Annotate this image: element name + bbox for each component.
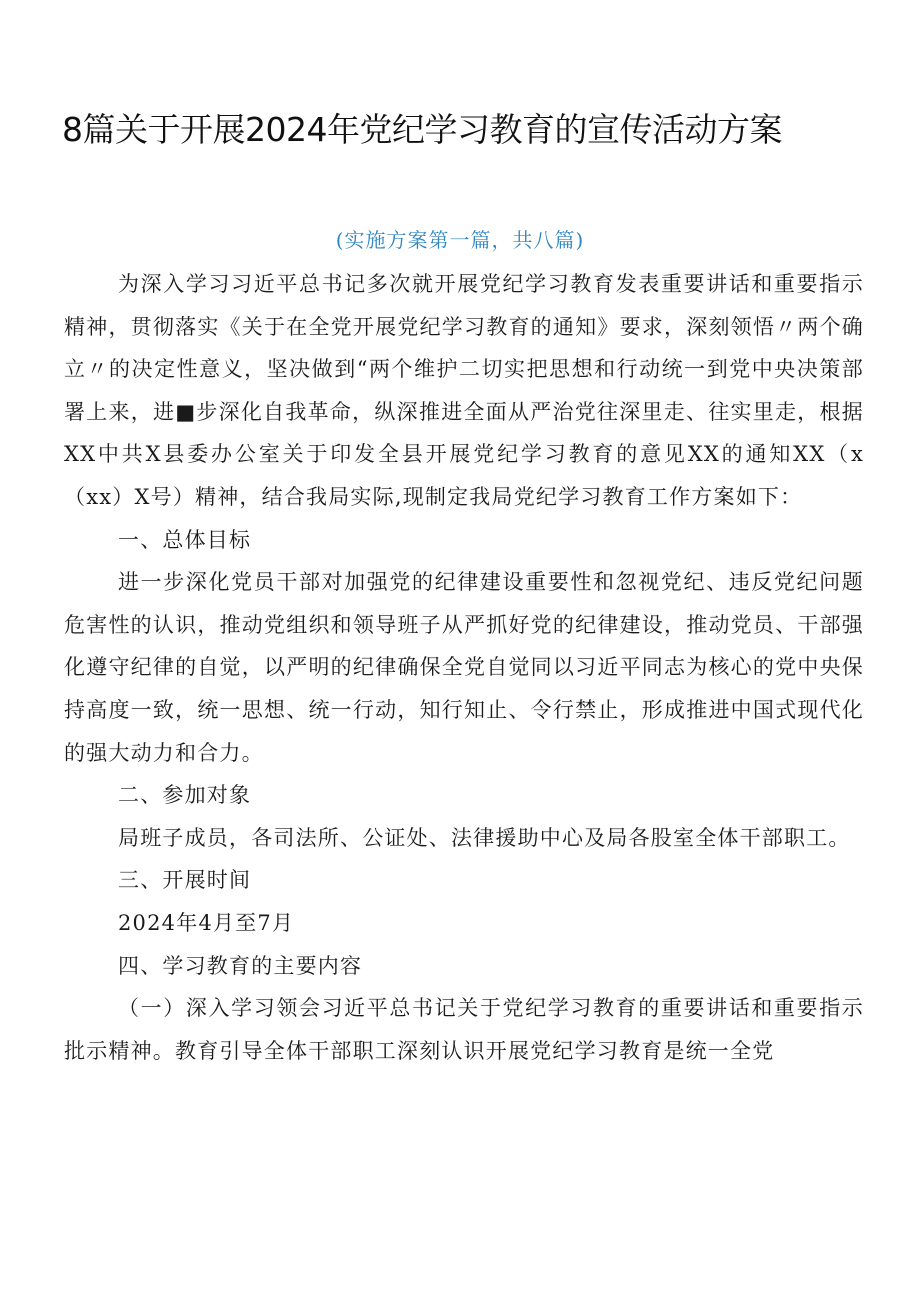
document-title: 8篇关于开展2024年党纪学习教育的宣传活动方案 xyxy=(62,110,782,149)
section-item-content-1: （一）深入学习领会习近平总书记关于党纪学习教育的重要讲话和重要指示批示精神。教育引导全体干部职工深刻认识开展党纪学习教育是统一全党 xyxy=(64,996,864,1063)
section-heading-time: 三、开展时间 xyxy=(118,868,252,893)
section-heading-content: 四、学习教育的主要内容 xyxy=(118,953,363,978)
section-body-participants: 局班子成员，各司法所、公证处、法律援助中心及局各股室全体干部职工。 xyxy=(118,825,851,850)
section-heading-participants: 二、参加对象 xyxy=(118,783,252,808)
document-subtitle: (实施方案第一篇，共八篇) xyxy=(335,228,585,252)
section-body-time: 2024年4月至7月 xyxy=(118,910,295,935)
section-body-goals: 进一步深化党员干部对加强党的纪律建设重要性和忽视党纪、违反党纪问题危害性的认识，推动党组织和领导班子从严抓好党的纪律建设，推动党员、干部强化遵守纪律的自觉，以严明的纪律确保全党自觉同以习近平同志为核心的党中央保持高度一致，统一思想、统一行动，知行知止、令行禁止，形成推进中国式现代化的强大动力和合力。 xyxy=(64,570,864,765)
section-heading-goals: 一、总体目标 xyxy=(118,527,252,552)
intro-paragraph: 为深入学习习近平总书记多次就开展党纪学习教育发表重要讲话和重要指示精神，贯彻落实《关于在全党开展党纪学习教育的通知》要求，深刻领悟〃两个确立〃的决定性意义，坚决做到“两个维护二切实把思想和行动统一到党中央决策部署上来，进■步深化自我革命，纵深推进全面从严治党往深里走、往实里走，根据XX中共X县委办公室关于印发全县开展党纪学习教育的意见XX的通知XX（x（xx）X号）精神，结合我局实际,现制定我局党纪学习教育工作方案如下： xyxy=(64,272,864,509)
document-body xyxy=(64,263,864,1072)
